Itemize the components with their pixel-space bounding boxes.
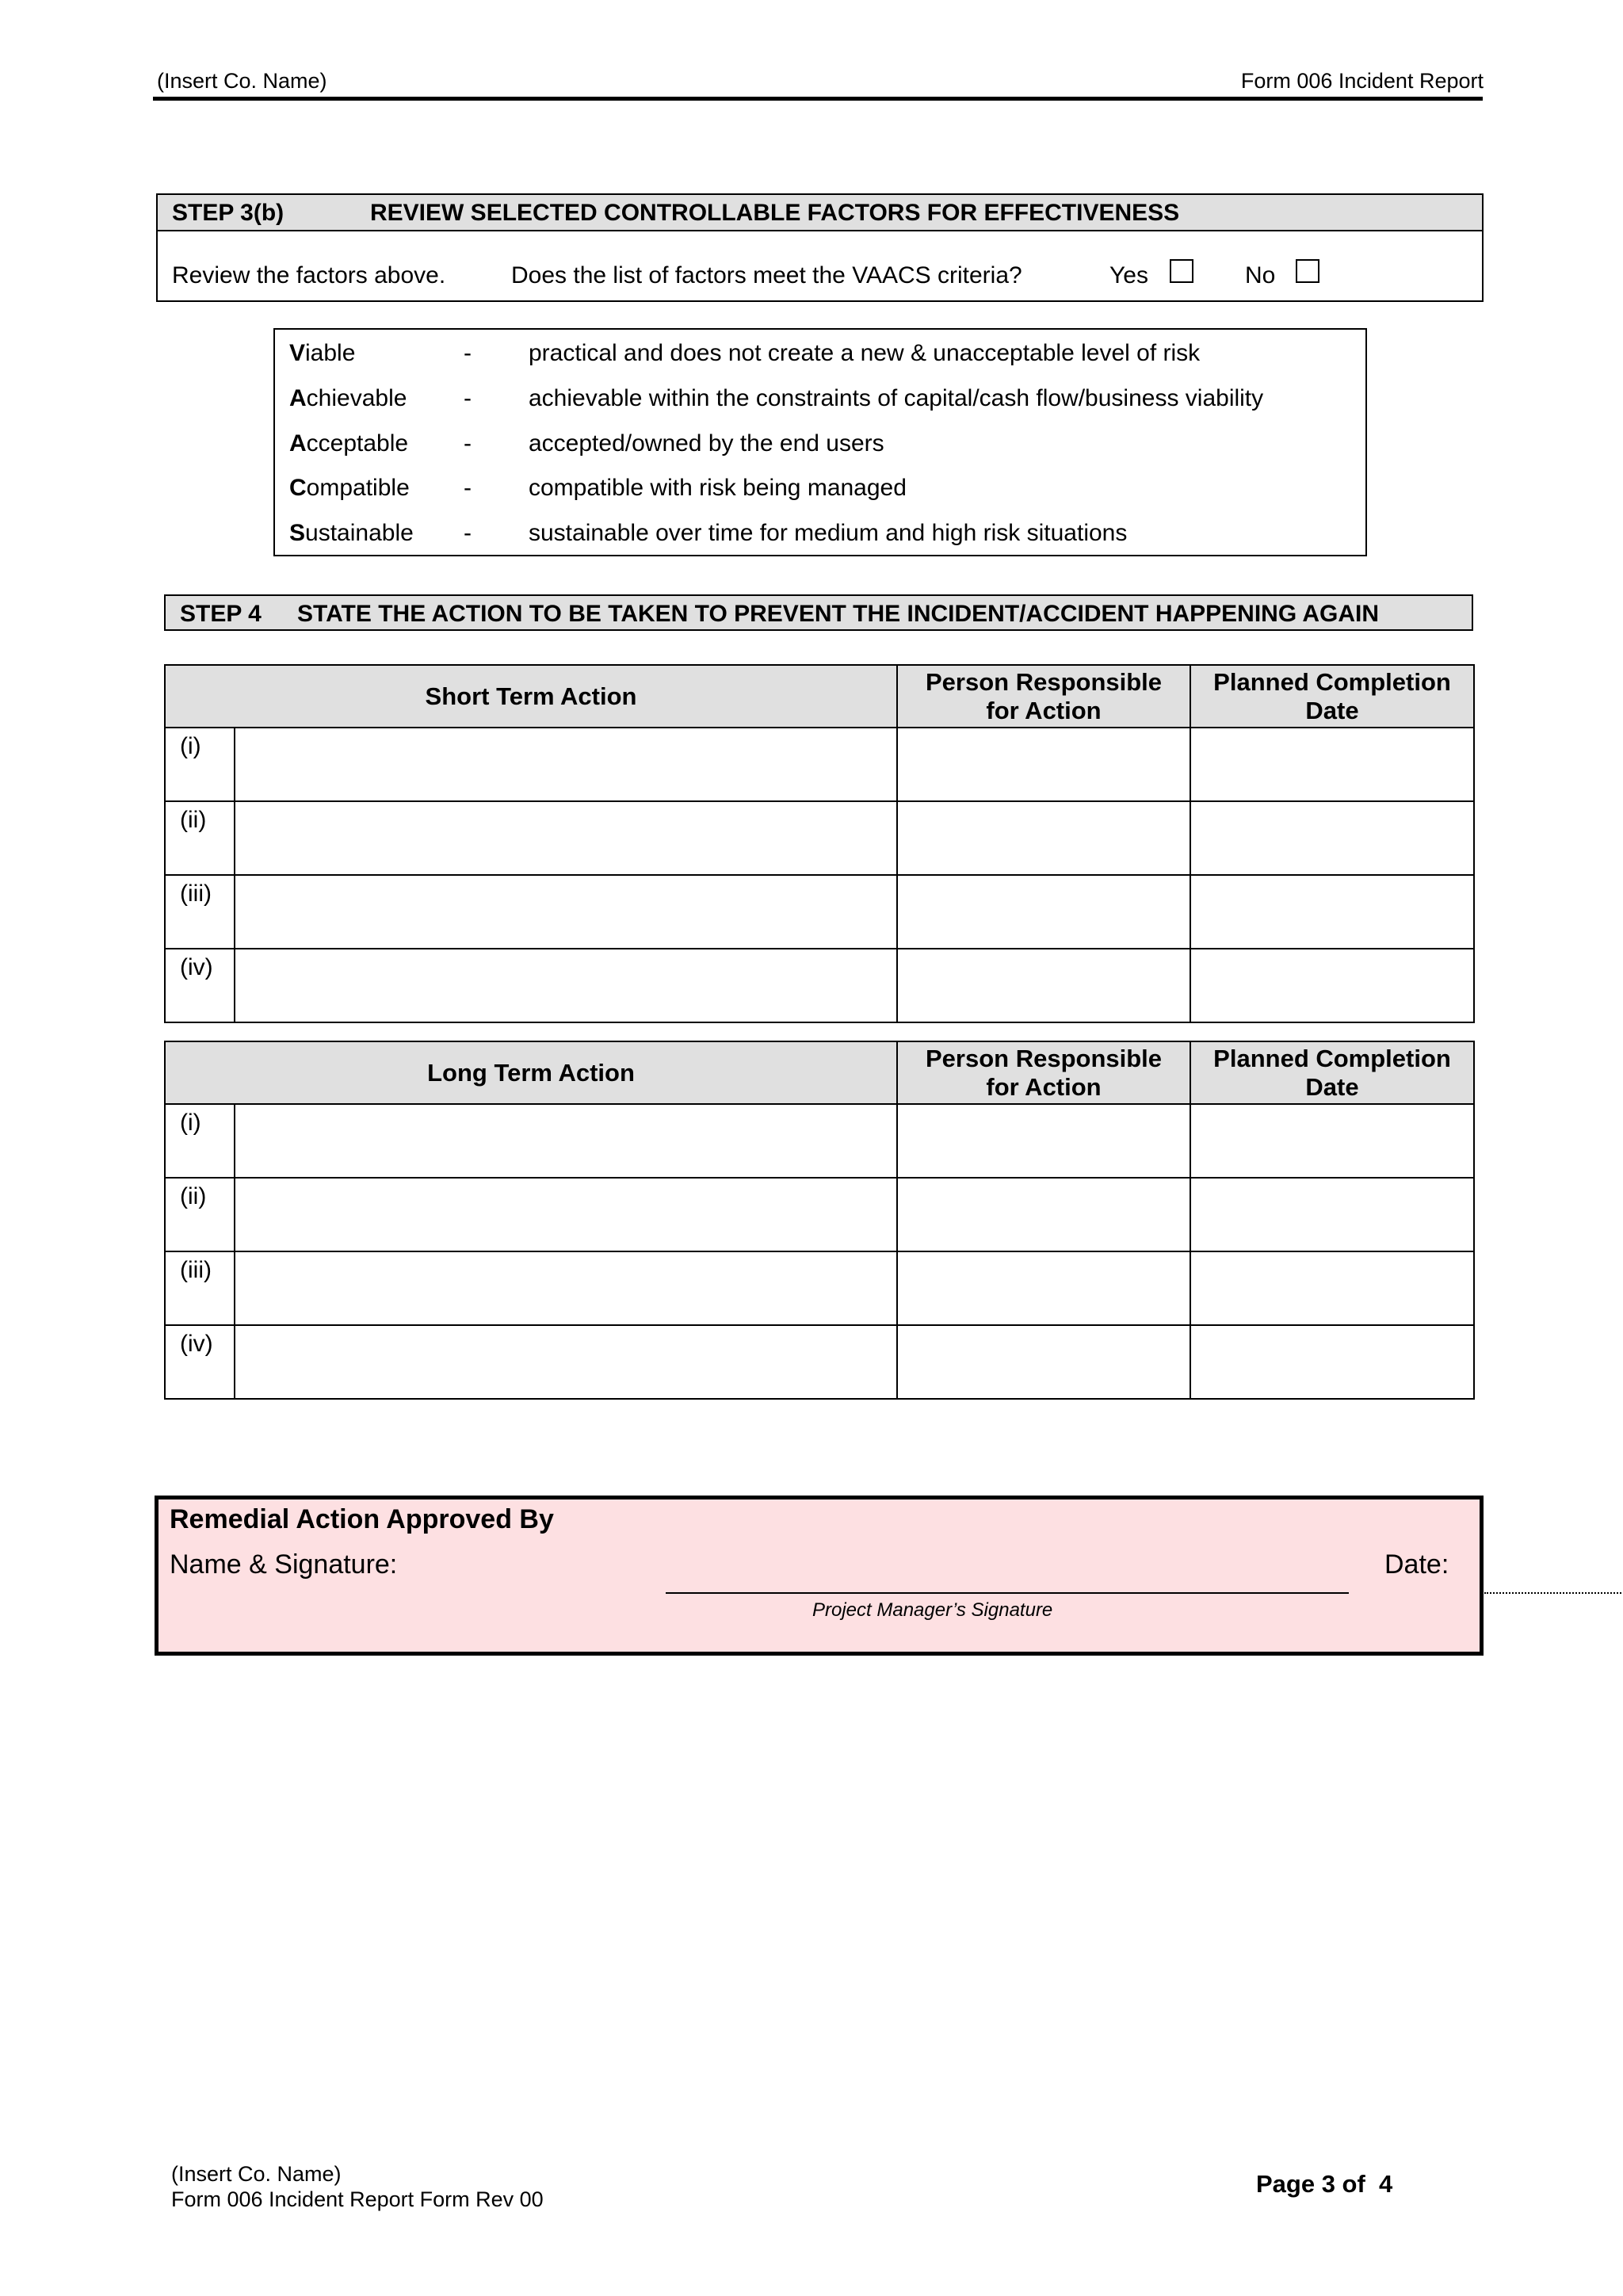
vaacs-initial: C: [289, 475, 307, 501]
vaacs-initial: V: [289, 340, 306, 366]
signature-line[interactable]: [666, 1592, 1349, 1594]
vaacs-desc: practical and does not create a new & unacceptable level of risk: [529, 340, 1201, 366]
person-cell[interactable]: [897, 1104, 1190, 1178]
vaacs-row: [289, 475, 410, 502]
person-cell[interactable]: [897, 1251, 1190, 1325]
long-term-action-header: Long Term Action: [165, 1041, 897, 1104]
table-row: [165, 1104, 1474, 1178]
yes-label: Yes: [1109, 262, 1148, 288]
action-cell[interactable]: [235, 1251, 897, 1325]
yes-checkbox[interactable]: [1170, 259, 1193, 283]
person-cell[interactable]: [897, 949, 1190, 1022]
date-cell[interactable]: [1190, 1251, 1474, 1325]
header-company: (Insert Co. Name): [157, 69, 327, 93]
vaacs-desc: compatible with risk being managed: [529, 475, 907, 501]
approval-title: Remedial Action Approved By: [170, 1504, 554, 1534]
table-row: [165, 1325, 1474, 1399]
long-term-action-table: [164, 1041, 1475, 1400]
action-cell[interactable]: [235, 801, 897, 875]
short-term-action-table: [164, 664, 1475, 1023]
vaacs-dash: -: [464, 340, 472, 366]
step3b-title: REVIEW SELECTED CONTROLLABLE FACTORS FOR EFFECTIVENESS: [370, 200, 1180, 226]
row-number: (i): [165, 728, 235, 801]
person-cell[interactable]: [897, 1178, 1190, 1251]
person-responsible-header: Person Responsible for Action: [897, 665, 1190, 728]
row-number: (iii): [165, 875, 235, 949]
action-cell[interactable]: [235, 1325, 897, 1399]
vaacs-row: [289, 430, 408, 457]
row-number: (iv): [165, 1325, 235, 1399]
table-row: [165, 801, 1474, 875]
vaacs-row: [289, 340, 355, 367]
vaacs-desc: achievable within the constraints of capital/cash flow/business viability: [529, 385, 1264, 411]
row-number: (iii): [165, 1251, 235, 1325]
header-form-title: Form 006 Incident Report: [1240, 69, 1484, 93]
vaacs-initial: A: [289, 430, 307, 457]
date-cell[interactable]: [1190, 1104, 1474, 1178]
signature-caption: Project Manager’s Signature: [812, 1599, 1053, 1621]
action-cell[interactable]: [235, 949, 897, 1022]
planned-completion-header: Planned Completion Date: [1190, 1041, 1474, 1104]
action-cell[interactable]: [235, 1104, 897, 1178]
table-row: [165, 949, 1474, 1022]
table-row: [165, 728, 1474, 801]
action-cell[interactable]: [235, 875, 897, 949]
remedial-approval-box: [155, 1496, 1484, 1656]
vaacs-term: chievable: [306, 385, 407, 411]
vaacs-dash: -: [464, 475, 472, 501]
step3b-review-text: Review the factors above.: [172, 262, 446, 288]
person-cell[interactable]: [897, 1325, 1190, 1399]
vaacs-term: cceptable: [306, 430, 409, 457]
date-cell[interactable]: [1190, 875, 1474, 949]
person-responsible-header: Person Responsible for Action: [897, 1041, 1190, 1104]
row-number: (ii): [165, 1178, 235, 1251]
date-cell[interactable]: [1190, 949, 1474, 1022]
step3b-label: STEP 3(b): [172, 200, 285, 226]
date-cell[interactable]: [1190, 801, 1474, 875]
table-row: [165, 1251, 1474, 1325]
step3b-question: Does the list of factors meet the VAACS criteria?: [511, 262, 1022, 288]
vaacs-dash: -: [464, 520, 472, 546]
step3b-header-bar: [158, 195, 1482, 231]
vaacs-initial: S: [289, 520, 306, 546]
person-cell[interactable]: [897, 728, 1190, 801]
footer-company: (Insert Co. Name): [171, 2162, 342, 2186]
vaacs-desc: accepted/owned by the end users: [529, 430, 884, 457]
row-number: (iv): [165, 949, 235, 1022]
header-rule: [153, 97, 1483, 101]
person-cell[interactable]: [897, 875, 1190, 949]
no-label: No: [1245, 262, 1276, 288]
table-row: [165, 1178, 1474, 1251]
no-checkbox[interactable]: [1296, 259, 1319, 283]
date-label: Date:: [1384, 1549, 1449, 1580]
footer-form-rev: Form 006 Incident Report Form Rev 00: [171, 2187, 544, 2211]
vaacs-term: iable: [305, 340, 356, 366]
page-number: Page 3 of 4: [1256, 2170, 1393, 2198]
short-term-action-header: Short Term Action: [165, 665, 897, 728]
vaacs-term: ustainable: [305, 520, 414, 546]
vaacs-row: [289, 385, 407, 412]
row-number: (ii): [165, 801, 235, 875]
name-signature-label: Name & Signature:: [170, 1549, 398, 1580]
table-row: [165, 875, 1474, 949]
vaacs-criteria-box: [273, 328, 1367, 556]
step4-header-bar: [164, 594, 1473, 631]
planned-completion-header: Planned Completion Date: [1190, 665, 1474, 728]
vaacs-dash: -: [464, 385, 472, 411]
person-cell[interactable]: [897, 801, 1190, 875]
action-cell[interactable]: [235, 1178, 897, 1251]
date-line[interactable]: [1484, 1592, 1623, 1594]
vaacs-dash: -: [464, 430, 472, 457]
vaacs-initial: A: [289, 385, 307, 411]
vaacs-row: [289, 520, 414, 547]
step3b-section: [156, 193, 1484, 302]
row-number: (i): [165, 1104, 235, 1178]
vaacs-desc: sustainable over time for medium and high risk situations: [529, 520, 1128, 546]
action-cell[interactable]: [235, 728, 897, 801]
step4-title: STATE THE ACTION TO BE TAKEN TO PREVENT THE INCIDENT/ACCIDENT HAPPENING AGAIN: [297, 601, 1380, 627]
vaacs-term: ompatible: [306, 475, 410, 501]
step4-label: STEP 4: [180, 601, 262, 627]
date-cell[interactable]: [1190, 1178, 1474, 1251]
date-cell[interactable]: [1190, 728, 1474, 801]
date-cell[interactable]: [1190, 1325, 1474, 1399]
